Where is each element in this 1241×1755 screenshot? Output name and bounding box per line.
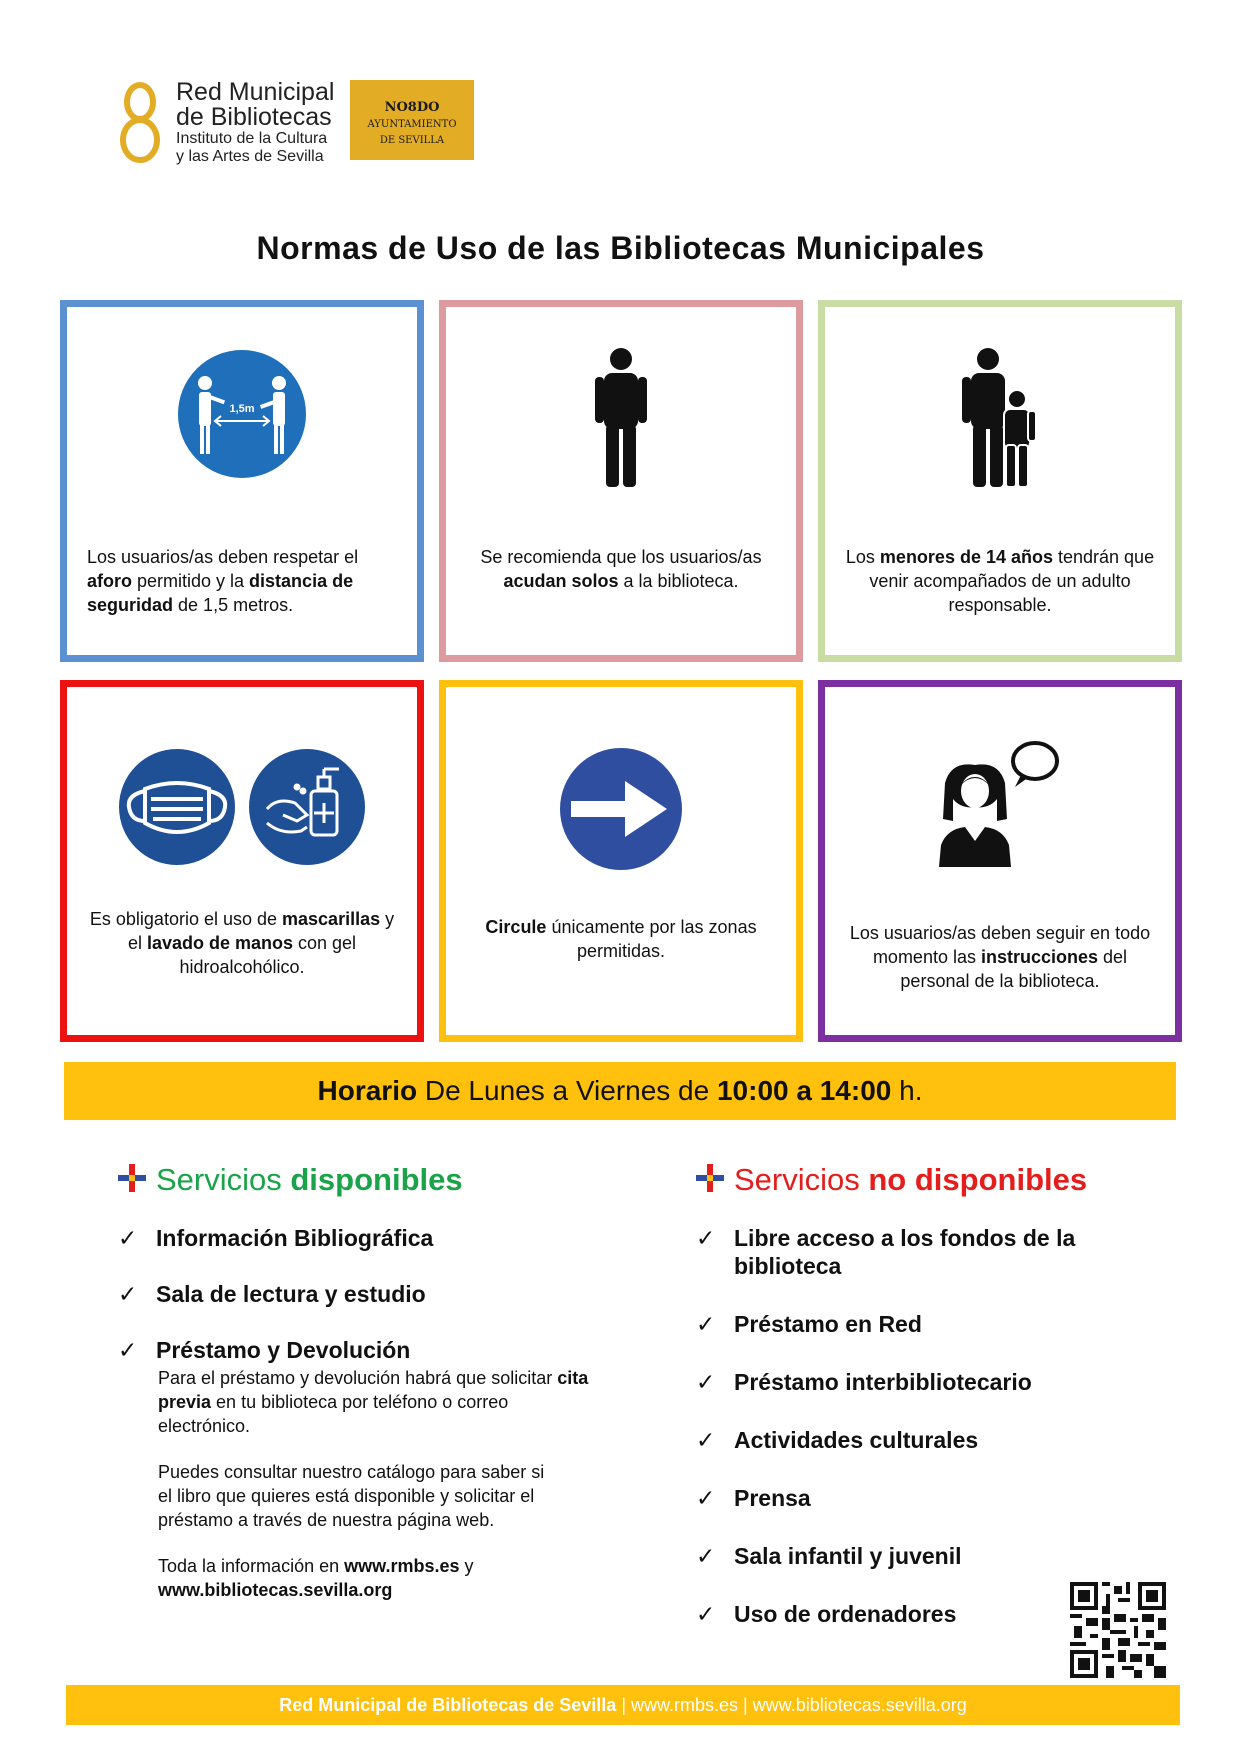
check-icon: ✓	[118, 1225, 138, 1251]
check-icon: ✓	[696, 1427, 716, 1453]
check-icon: ✓	[696, 1225, 716, 1251]
rule-distance	[60, 300, 424, 662]
logo-text	[176, 80, 334, 166]
unavailable-item-kids-room: ✓ Sala infantil y juvenil	[696, 1543, 962, 1569]
unavailable-services-heading: Servicios no disponibles	[696, 1160, 1156, 1200]
logo-line-3: Instituto de la Cultura	[176, 130, 328, 147]
staff-speech-icon	[935, 737, 1065, 867]
bullet-cross-icon	[118, 1164, 146, 1192]
rule-masks-hands	[60, 680, 424, 1042]
hours-time: 10:00 a 14:00	[716, 1075, 892, 1106]
single-person-sign	[446, 347, 796, 497]
mask-handwash-icon	[117, 747, 367, 867]
footer-bar	[66, 1685, 1180, 1725]
check-icon: ✓	[696, 1311, 716, 1337]
rule-staff-instructions-text: Los usuarios/as deben seguir en todo momento las instrucciones del personal de la biblioteca.	[849, 923, 1151, 991]
available-services-heading: Servicios disponibles	[118, 1160, 598, 1200]
unavailable-item-computers: ✓ Uso de ordenadores	[696, 1601, 957, 1627]
rule-distance-text: Los usuarios/as deben respetar el aforo permitido y la distancia de seguridad de 1,5 metros.	[87, 547, 359, 615]
rule-minors	[818, 300, 1182, 662]
rmbs-link[interactable]: www.rmbs.es	[344, 1556, 460, 1576]
logo-line-4: y las Artes de Sevilla	[176, 148, 324, 165]
rule-come-alone	[439, 300, 803, 662]
footer-name: Red Municipal de Bibliotecas de Sevilla	[279, 1695, 617, 1715]
bibliotecas-sevilla-link[interactable]: www.bibliotecas.sevilla.org	[158, 1580, 393, 1600]
staff-speaking-sign	[825, 727, 1175, 877]
available-item-reading-room: ✓ Sala de lectura y estudio	[118, 1281, 426, 1307]
direction-sign	[446, 727, 796, 877]
badge-motto: NO8DO	[384, 100, 440, 115]
unavailable-item-cultural-activities: ✓ Actividades culturales	[696, 1427, 979, 1453]
unavailable-item-network-loan: ✓ Préstamo en Red	[696, 1311, 922, 1337]
rule-minors-text: Los menores de 14 años tendrán que venir acompañados de un adulto responsable.	[845, 547, 1155, 615]
unavailable-item-press: ✓ Prensa	[696, 1485, 811, 1511]
hours-label: Horario	[317, 1075, 418, 1106]
hours-suffix: h.	[891, 1075, 923, 1106]
available-item-loan: ✓ Préstamo y Devolución	[118, 1337, 411, 1363]
available-item-info: ✓ Información Bibliográfica	[118, 1225, 434, 1251]
available-services	[118, 1160, 598, 1602]
rule-circulate-text: Circule únicamente por las zonas permitidas.	[485, 917, 757, 961]
adult-with-child-sign	[825, 347, 1175, 497]
rule-come-alone-text: Se recomienda que los usuarios/as acudan solos a la biblioteca.	[480, 547, 762, 591]
ayuntamiento-badge	[350, 80, 474, 160]
rule-staff-instructions	[818, 680, 1182, 1042]
arrow-right-icon	[559, 747, 683, 871]
rule-circulate	[439, 680, 803, 1042]
logo-line-1: Red Municipal	[176, 78, 335, 106]
check-icon: ✓	[118, 1337, 138, 1363]
catalog-text: Puedes consultar nuestro catálogo para saber si el libro que quieres está disponible y solicitar el préstamo a través de nuestra página web.	[158, 1462, 545, 1530]
rule-masks-hands-text: Es obligatorio el uso de mascarillas y el lavado de manos con gel hidroalcohólico.	[89, 909, 395, 977]
social-distance-icon	[177, 349, 307, 479]
badge-line-2: DE SEVILLA	[379, 135, 445, 146]
unavailable-item-interlibrary-loan: ✓ Préstamo interbibliotecario	[696, 1369, 1032, 1395]
check-icon: ✓	[696, 1543, 716, 1569]
adult-child-icon	[962, 347, 1038, 487]
logo-line-2: de Bibliotecas	[176, 103, 332, 131]
badge-line-1: AYUNTAMIENTO	[367, 119, 457, 130]
social-distance-sign	[67, 347, 417, 497]
hours-text: De Lunes a Viernes de	[417, 1075, 717, 1106]
distance-label: 1,5m	[229, 403, 255, 415]
person-icon	[591, 347, 651, 487]
unavailable-services	[696, 1160, 1156, 1628]
loan-appointment-text: Para el préstamo y devolución habrá que solicitar cita previa en tu biblioteca por teléfono o correo electrónico.	[158, 1368, 589, 1436]
page-title: Normas de Uso de las Bibliotecas Municipales	[256, 230, 985, 266]
opening-hours-bar	[64, 1062, 1176, 1120]
check-icon: ✓	[696, 1369, 716, 1395]
check-icon: ✓	[696, 1601, 716, 1627]
info-websites-text: Toda la información en www.rmbs.es y www.bibliotecas.sevilla.org	[158, 1556, 474, 1600]
figure-eight-logo-icon	[118, 80, 162, 164]
footer-links[interactable]: | www.rmbs.es | www.bibliotecas.sevilla.org	[616, 1695, 967, 1715]
check-icon: ✓	[696, 1485, 716, 1511]
bullet-cross-icon	[696, 1164, 724, 1192]
mask-and-handwash-signs	[67, 727, 417, 877]
unavailable-item-open-access: ✓ Libre acceso a los fondos de la biblioteca	[696, 1225, 1076, 1279]
check-icon: ✓	[118, 1281, 138, 1307]
qr-code-icon[interactable]	[1070, 1582, 1166, 1678]
